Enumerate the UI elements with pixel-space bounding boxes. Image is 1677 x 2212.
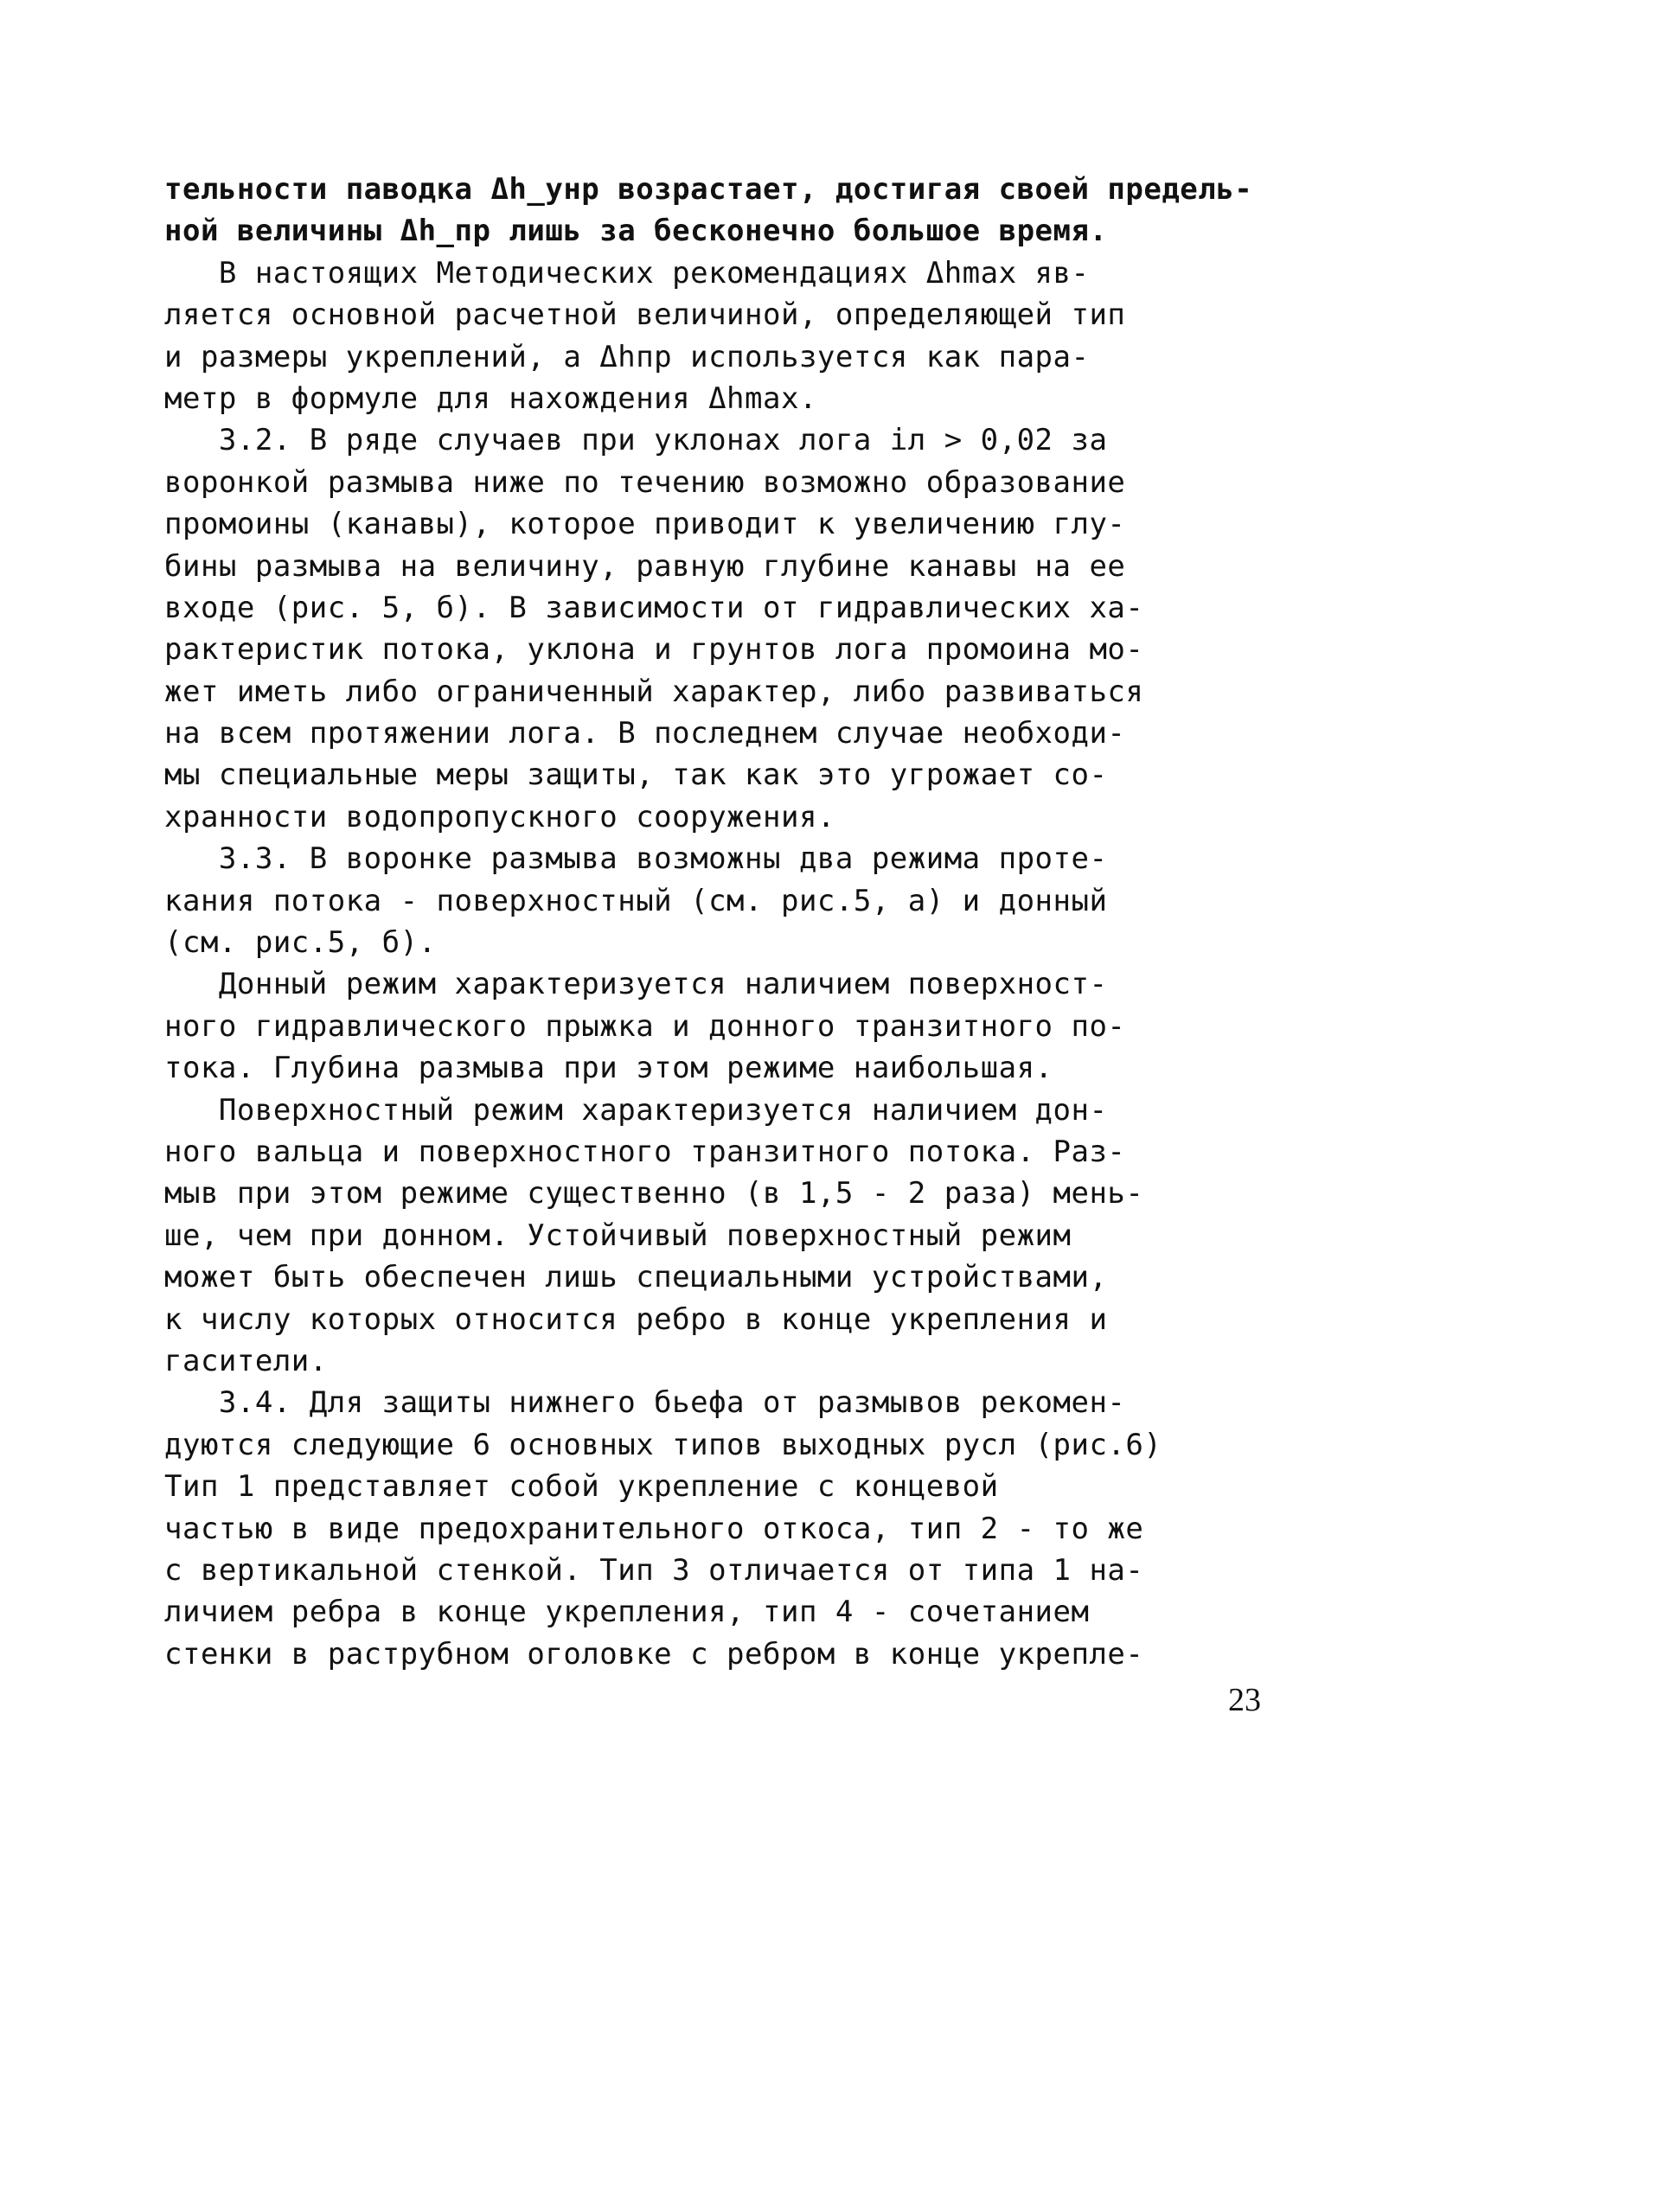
text-line: В настоящих Методических рекомендациях Δhmax яв-: [164, 255, 1090, 291]
text-line: мы специальные меры защиты, так как это угрожает со-: [164, 758, 1108, 793]
text-line: Тип 1 представляет собой укрепление с концевой: [164, 1469, 999, 1505]
text-line: частью в виде предохранительного откоса, тип 2 - то же: [164, 1511, 1144, 1546]
text-line: бины размыва на величину, равную глубине канавы на ее: [164, 548, 1126, 584]
text-line: Поверхностный режим характеризуется наличием дон-: [164, 1092, 1108, 1128]
text-line: (см. рис.5, б).: [164, 925, 437, 961]
text-line: рактеристик потока, уклона и грунтов лога промоина мо-: [164, 632, 1144, 668]
text-line: промоины (канавы), которое приводит к увеличению глу-: [164, 507, 1126, 542]
text-line: тельности паводка Δh_унр возрастает, достигая своей предель-: [164, 172, 1253, 207]
text-line: ной величины Δh_пр лишь за бесконечно большое время.: [164, 214, 1108, 249]
text-line: метр в формуле для нахождения Δhmax.: [164, 380, 817, 416]
body-text: [164, 169, 1323, 1675]
text-line: жет иметь либо ограниченный характер, либо развиваться: [164, 674, 1144, 709]
text-line: 3.3. В воронке размыва возможны два режима проте-: [164, 841, 1108, 877]
text-line: кания потока - поверхностный (см. рис.5, а) и донный: [164, 883, 1108, 918]
text-line: тока. Глубина размыва при этом режиме наибольшая.: [164, 1051, 1053, 1086]
text-line: личием ребра в конце укрепления, тип 4 - сочетанием: [164, 1595, 1090, 1630]
text-line: с вертикальной стенкой. Тип 3 отличается от типа 1 на-: [164, 1552, 1144, 1588]
text-line: хранности водопропускного сооружения.: [164, 799, 835, 834]
text-line: дуются следующие 6 основных типов выходных русл (рис.6): [164, 1427, 1162, 1462]
text-line: и размеры укреплений, а Δhпр используется как пара-: [164, 339, 1090, 374]
text-line: ляется основной расчетной величиной, определяющей тип: [164, 297, 1126, 333]
text-line: Донный режим характеризуется наличием поверхност-: [164, 967, 1108, 1002]
text-line: на всем протяжении лога. В последнем случае необходи-: [164, 716, 1126, 751]
text-line: стенки в раструбном оголовке с ребром в конце укрепле-: [164, 1636, 1144, 1672]
text-line: воронкой размыва ниже по течению возможно образование: [164, 464, 1126, 500]
text-line: гасители.: [164, 1343, 328, 1378]
page-number: 23: [1228, 1682, 1261, 1718]
text-line: к числу которых относится ребро в конце укрепления и: [164, 1301, 1108, 1337]
text-line: 3.4. Для защиты нижнего бьефа от размывов рекомен-: [164, 1385, 1126, 1421]
text-line: ного гидравлического прыжка и донного транзитного по-: [164, 1008, 1126, 1044]
text-line: ше, чем при донном. Устойчивый поверхностный режим: [164, 1218, 1072, 1253]
text-line: ного вальца и поверхностного транзитного потока. Раз-: [164, 1134, 1126, 1169]
text-line: 3.2. В ряде случаев при уклонах лога iл > 0,02 за: [164, 423, 1108, 458]
text-line: мыв при этом режиме существенно (в 1,5 - 2 раза) мень-: [164, 1176, 1144, 1211]
text-line: может быть обеспечен лишь специальными устройствами,: [164, 1260, 1108, 1295]
text-line: входе (рис. 5, б). В зависимости от гидравлических ха-: [164, 590, 1144, 625]
